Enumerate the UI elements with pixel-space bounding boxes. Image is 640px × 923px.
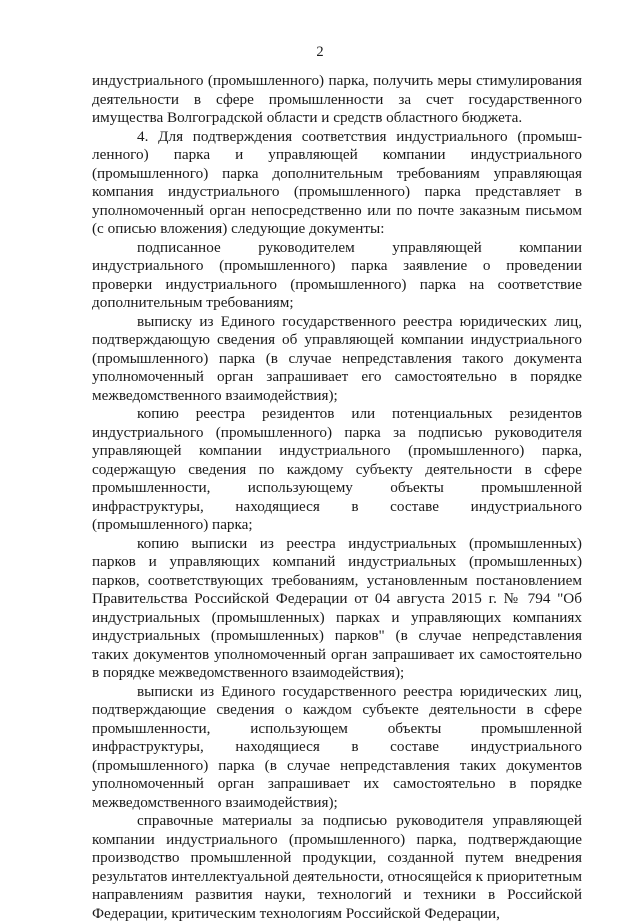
page-number: 2 bbox=[316, 44, 324, 60]
paragraph-egrul-extract-company: выписку из Единого государственного реестра юридических лиц, подтверждающую сведения об управляющей компании индустриального (промышленного) парка (в случае непредставления такого документа уполномоченный орган запрашивает его самостоятельно в порядке межведомственного взаимодействия); bbox=[92, 312, 582, 404]
paragraph-reference-materials: справочные материалы за подписью руководителя управляющей компании индустриального (промышленного) парка, подтверждающие производство промышленной продукции, созданной путем внедрения результатов интеллектуальной деятельности, относящейся к приоритетным направлениям развития науки, технологий и техники в Российской Федерации, критическим технологиям Российской Федерации, bbox=[92, 812, 582, 922]
document-body bbox=[92, 72, 582, 923]
paragraph-residents-register: копию реестра резидентов или потенциальных резидентов индустриального (промышленного) парка за подписью руководителя управляющей компании индустриального (промышленного) парка, содержащую сведения по каждому субъекту деятельности в сфере промышленности, использующему объекты промышленной инфраструктуры, находящиеся в составе индустриального (промышленного) парка; bbox=[92, 405, 582, 533]
paragraph-parks-register-extract: копию выписки из реестра индустриальных (промышленных) парков и управляющих компаний индустриальных (промышленных) парков, соответствующих требованиям, установленным постановлением Правительства Российской Федерации от 04 августа 2015 г. № 794 "Об индустриальных (промышленных) парках и управляющих компаниях индустриальных (промышленных) парков" (в случае непредставления таких документов уполномоченный орган запрашивает их самостоятельно в порядке межведомственного взаимодействия); bbox=[92, 534, 582, 681]
paragraph-egrul-extract-subjects: выписки из Единого государственного реестра юридических лиц, подтверждающие сведения о каждом субъекте деятельности в сфере промышленности, использующем объекты промышленной инфраструктуры, находящиеся в составе индустриального (промышленного) парка (в случае непредставления таких документов уполномоченный орган запрашивает их самостоятельно в порядке межведомственного взаимодействия); bbox=[92, 682, 582, 811]
paragraph-item-4-intro: 4. Для подтверждения соответствия индустриального (промышленного) парка и управляющей компании индустриального (промышленного) парка дополнительным требованиям управляющая компания индустриального (промышленного) парка представляет в уполномоченный орган непосредственно или по почте заказным письмом (с описью вложения) следующие документы: bbox=[92, 127, 582, 237]
paragraph-application: подписанное руководителем управляющей компании индустриального (промышленного) парка заявление о проведении проверки индустриального (промышленного) парка на соответствие дополнительным требованиям; bbox=[92, 238, 582, 311]
paragraph-continuation: индустриального (промышленного) парка, получить меры стимулирования деятельности в сфере промышленности за счет государственного имущества Волгоградской области и средств областного бюджета. bbox=[92, 72, 582, 126]
